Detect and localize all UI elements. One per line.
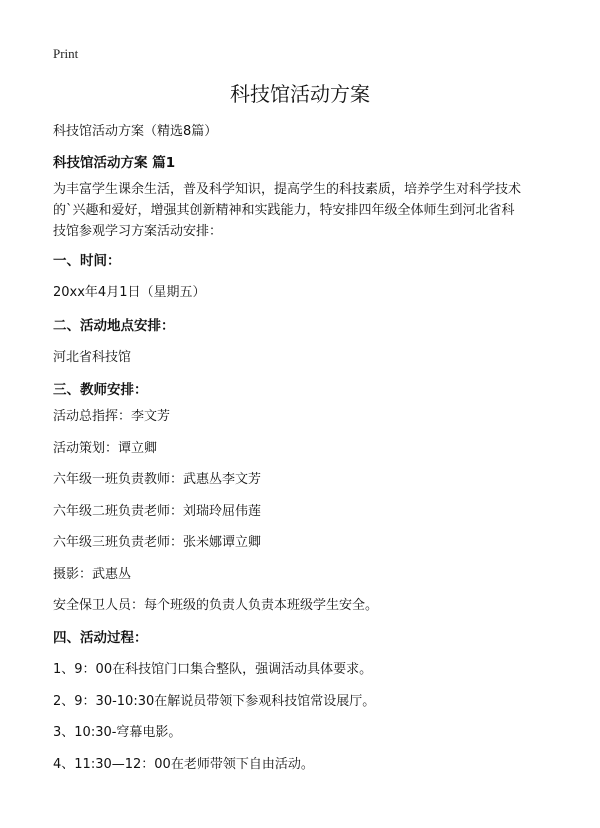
teacher-item: 安全保卫人员：每个班级的负责人负责本班级学生安全。 [53,598,379,613]
intro-line: 为丰富学生课余生活，普及科学知识，提高学生的科技素质，培养学生对科学技术 [53,182,522,197]
print-link[interactable]: Print [53,46,79,61]
teacher-item: 活动总指挥：李文芳 [53,409,171,424]
section-title: 科技馆活动方案 篇1 [53,155,176,171]
heading-time: 一、时间： [53,253,121,269]
process-item: 1、9：00在科技馆门口集合整队，强调活动具体要求。 [53,662,373,677]
intro-line: 技馆参观学习方案活动安排： [53,224,223,239]
process-item: 4、11:30—12：00在老师带领下自由活动。 [53,757,314,772]
process-item: 2、9：30-10:30在解说员带领下参观科技馆常设展厅。 [53,694,376,709]
process-item: 3、10:30-穹幕电影。 [53,725,182,740]
heading-teachers: 三、教师安排： [53,382,148,398]
intro-paragraph [53,179,553,242]
teacher-item: 六年级三班负责老师：张米娜谭立卿 [53,535,262,550]
heading-place: 二、活动地点安排： [53,318,175,334]
teacher-item: 六年级二班负责老师：刘瑞玲屈伟莲 [53,504,262,519]
heading-process: 四、活动过程： [53,630,148,646]
teacher-item: 摄影：武惠丛 [53,567,132,582]
intro-line: 的`兴趣和爱好，增强其创新精神和实践能力，特安排四年级全体师生到河北省科 [53,203,515,218]
page-subtitle: 科技馆活动方案（精选8篇） [53,124,218,139]
page-title: 科技馆活动方案 [230,82,370,106]
place-text: 河北省科技馆 [53,350,132,365]
time-text: 20xx年4月1日（星期五） [53,285,206,300]
teacher-item: 六年级一班负责教师：武惠丛李文芳 [53,472,262,487]
teacher-item: 活动策划：谭立卿 [53,441,158,456]
